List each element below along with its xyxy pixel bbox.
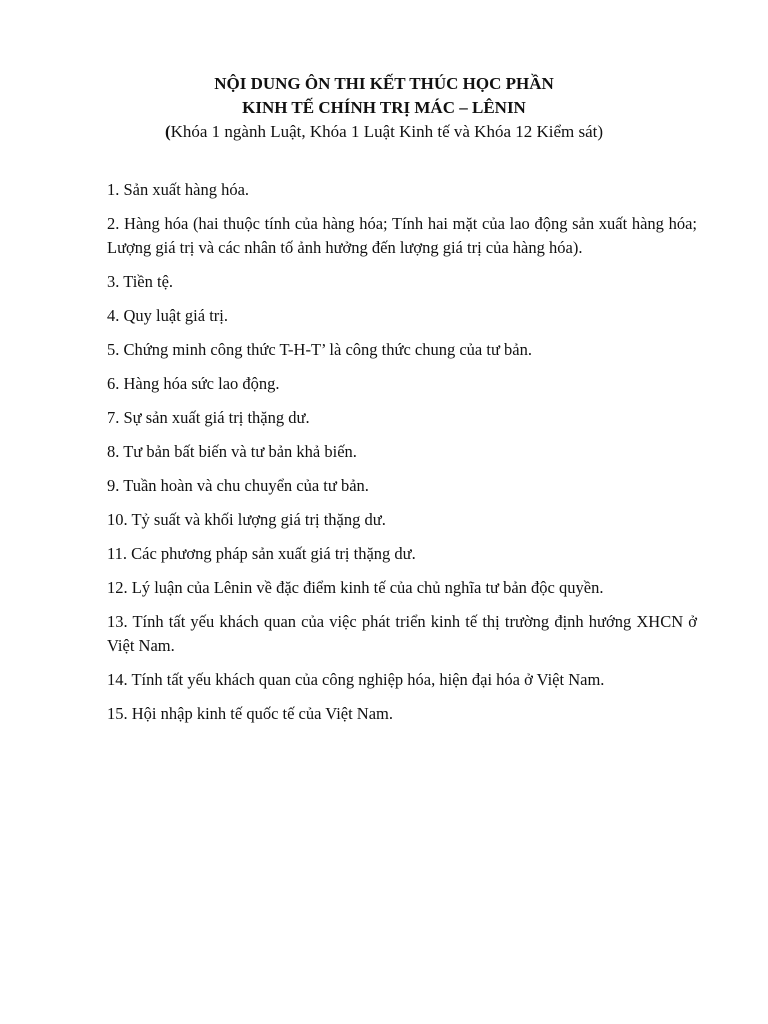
topic-item-4: 4. Quy luật giá trị. bbox=[107, 306, 228, 325]
topic-item-6: 6. Hàng hóa sức lao động. bbox=[107, 374, 280, 393]
subtitle-open-paren: ( bbox=[164, 122, 171, 141]
document-subtitle bbox=[0, 120, 768, 144]
topic-item-3: 3. Tiền tệ. bbox=[107, 272, 174, 291]
topic-item-8: 8. Tư bản bất biến và tư bản khả biến. bbox=[107, 442, 357, 461]
topic-item-10: 10. Tỷ suất và khối lượng giá trị thặng dư. bbox=[107, 510, 386, 529]
document-title-line-2: KINH TẾ CHÍNH TRỊ MÁC – LÊNIN bbox=[242, 98, 526, 117]
document-header bbox=[0, 72, 768, 144]
topic-list bbox=[107, 178, 697, 736]
topic-item-15: 15. Hội nhập kinh tế quốc tế của Việt Nam. bbox=[107, 704, 394, 723]
topic-item-11: 11. Các phương pháp sản xuất giá trị thặng dư. bbox=[107, 544, 416, 563]
topic-item-7: 7. Sự sản xuất giá trị thặng dư. bbox=[107, 408, 310, 427]
topic-item-13: 13. Tính tất yếu khách quan của việc phát triển kinh tế thị trường định hướng XHCN ở Việt Nam. bbox=[107, 612, 697, 655]
topic-item-9: 9. Tuần hoàn và chu chuyển của tư bản. bbox=[107, 476, 369, 495]
topic-item-2: 2. Hàng hóa (hai thuộc tính của hàng hóa; Tính hai mặt của lao động sản xuất hàng hóa; Lượng giá trị và các nhân tố ảnh hưởng đến lượng giá trị của hàng hóa). bbox=[107, 214, 697, 257]
subtitle-text: Khóa 1 ngành Luật, Khóa 1 Luật Kinh tế và Khóa 12 Kiểm sát) bbox=[170, 122, 604, 141]
document-title-line-1: NỘI DUNG ÔN THI KẾT THÚC HỌC PHẦN bbox=[214, 74, 554, 93]
topic-item-1: 1. Sản xuất hàng hóa. bbox=[107, 180, 250, 199]
topic-item-14: 14. Tính tất yếu khách quan của công nghiệp hóa, hiện đại hóa ở Việt Nam. bbox=[107, 670, 605, 689]
topic-item-5: 5. Chứng minh công thức T-H-T’ là công thức chung của tư bản. bbox=[107, 340, 532, 359]
topic-item-12: 12. Lý luận của Lênin về đặc điểm kinh tế của chủ nghĩa tư bản độc quyền. bbox=[107, 578, 604, 597]
